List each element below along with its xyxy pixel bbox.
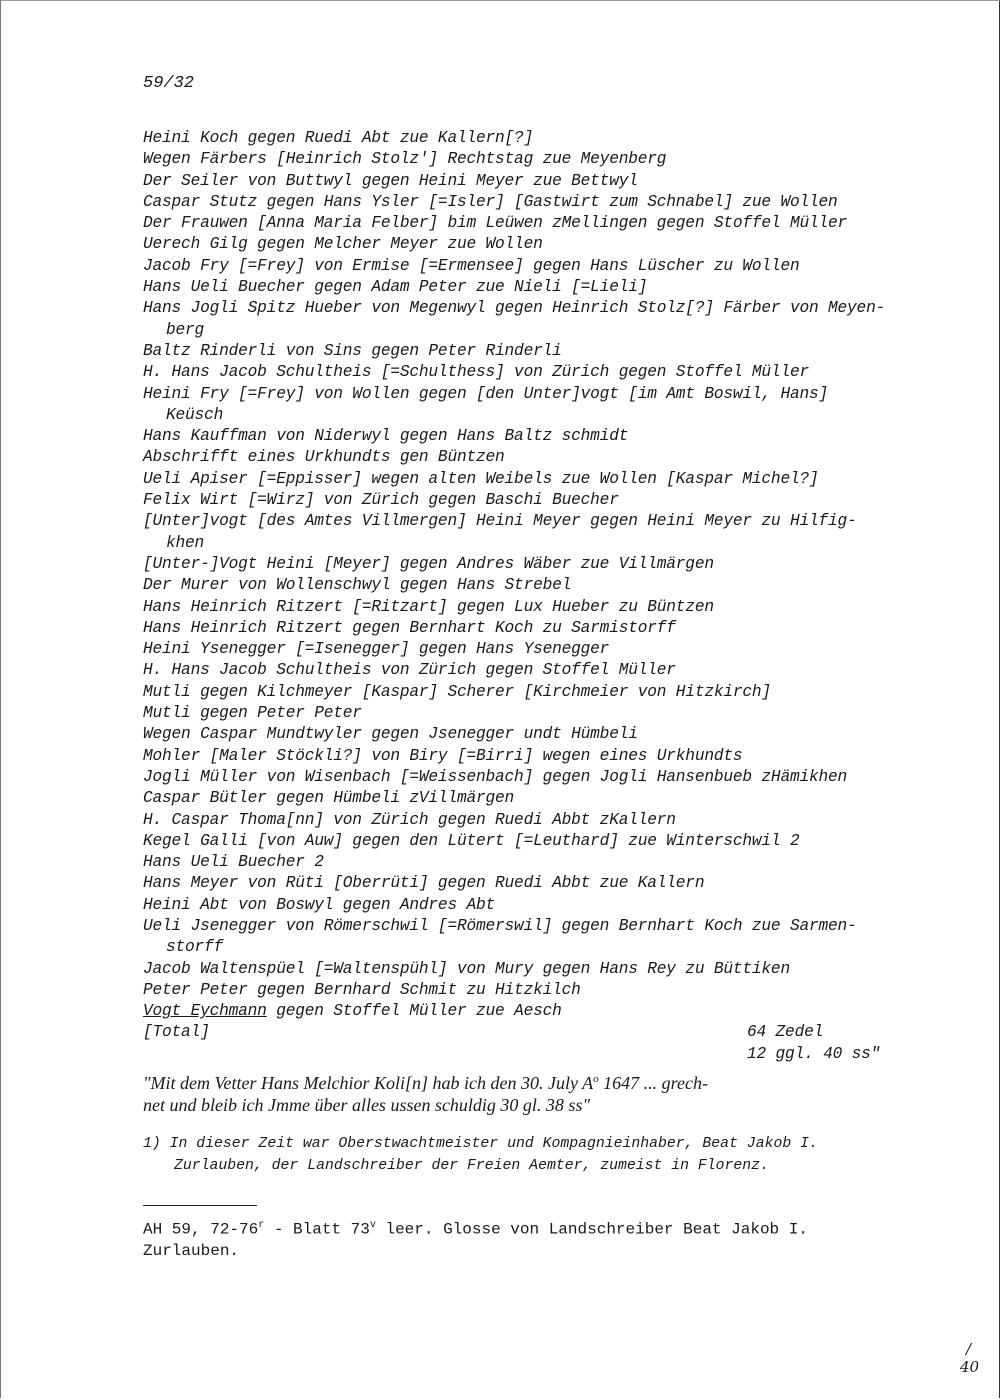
entry-line: Abschrifft eines Urkhundts gen Büntzen (143, 448, 505, 467)
entry-line: Mutli gegen Peter Peter (143, 704, 362, 723)
entry-line: Der Frauwen [Anna Maria Felber] bim Leüwen zMellingen gegen Stoffel Müller (143, 214, 848, 233)
entry-line: Jacob Waltenspüel [=Waltenspühl] von Mury gegen Hans Rey zu Büttiken (143, 959, 790, 978)
entry-line: Hans Ueli Buecher 2 (143, 853, 324, 872)
entry-line: Hans Jogli Spitz Hueber von Megenwyl gegen Heinrich Stolz[?] Färber von Meyen- (143, 299, 886, 318)
entry-line: Hans Kauffman von Niderwyl gegen Hans Baltz schmidt (143, 427, 629, 446)
entry-line: Hans Meyer von Rüti [Oberrüti] gegen Ruedi Abbt zue Kallern (143, 874, 705, 893)
entry-line: Der Seiler von Buttwyl gegen Heini Meyer zue Bettwyl (143, 171, 638, 190)
entry-line: [Unter]vogt [des Amtes Villmergen] Heini Meyer gegen Heini Meyer zu Hilfig- (143, 512, 857, 531)
entry-line: Mutli gegen Kilchmeyer [Kaspar] Scherer [Kirchmeier von Hitzkirch] (143, 682, 771, 701)
entry-continuation: storff (166, 938, 224, 957)
entry-line: Ueli Apiser [=Eppisser] wegen alten Weibels zue Wollen [Kaspar Michel?] (143, 469, 819, 488)
entry-line: Heini Koch gegen Ruedi Abt zue Kallern[?] (143, 129, 534, 147)
entry-line: Caspar Bütler gegen Hümbeli zVillmärgen (143, 789, 515, 808)
total-count: 64 Zedel (747, 1023, 824, 1042)
entry-line: Kegel Galli [von Auw] gegen den Lütert [=Leuthard] zue Winterschwil 2 (143, 831, 800, 850)
entry-line: Wegen Caspar Mundtwyler gegen Jsenegger undt Hümbeli (143, 725, 638, 744)
entry-line: Mohler [Maler Stöckli?] von Biry [=Birri] wegen eines Urkhundts (143, 746, 743, 765)
entry-line: Heini Abt von Boswyl gegen Andres Abt (143, 895, 496, 914)
entry-line: Heini Ysenegger [=Isenegger] gegen Hans Ysenegger (143, 640, 610, 659)
source-line-2: Zurlauben. (143, 1242, 240, 1261)
entry-line: Jacob Fry [=Frey] von Ermise [=Ermensee] gegen Hans Lüscher zu Wollen (143, 256, 800, 275)
entry-line: Hans Heinrich Ritzert gegen Bernhart Koch zu Sarmistorff (143, 618, 676, 637)
entry-line: H. Hans Jacob Schultheis [=Schulthess] von Zürich gegen Stoffel Müller (143, 363, 809, 382)
footnote-line-1: 1) In dieser Zeit war Oberstwachtmeister und Kompagnieinhaber, Beat Jakob I. (143, 1136, 818, 1152)
entry-line: [Unter-]Vogt Heini [Meyer] gegen Andres Wäber zue Villmärgen (143, 554, 714, 573)
underlined-name: Vogt Eychmann (143, 1002, 267, 1021)
entry-line: Der Murer von Wollenschwyl gegen Hans Strebel (143, 576, 572, 595)
total-row (143, 1022, 933, 1043)
entry-line: Baltz Rinderli von Sins gegen Peter Rinderli (143, 341, 562, 360)
entry-line: Felix Wirt [=Wirz] von Zürich gegen Baschi Buecher (143, 491, 619, 510)
gloss-quote (143, 1068, 933, 1116)
source-superscript: v (369, 1220, 376, 1231)
handwritten-mark: / (966, 1340, 972, 1358)
quote-line-1 (143, 1068, 933, 1094)
entry-continuation: berg (166, 320, 205, 339)
footnote (143, 1133, 933, 1177)
source-superscript: r (258, 1220, 265, 1231)
entry-line: Ueli Jsenegger von Römerschwil [=Römerswil] gegen Bernhart Koch zue Sarmen- (143, 916, 857, 935)
last-entry-rest: gegen Stoffel Müller zue Aesch (266, 1002, 562, 1021)
source-text: leer. Glosse von Landschreiber Beat Jakob I. (375, 1220, 808, 1239)
entry-line: Jogli Müller von Wisenbach [=Weissenbach] gegen Jogli Hansenbueb zHämikhen (143, 767, 848, 786)
entry-continuation: Keüsch (166, 405, 224, 424)
source-reference (143, 1215, 933, 1262)
entry-line: Caspar Stutz gegen Hans Ysler [=Isler] [Gastwirt zum Schnabel] zue Wollen (143, 192, 838, 211)
entry-continuation: khen (166, 533, 205, 552)
page-number: 59/32 (143, 74, 195, 93)
source-text: AH 59, 72-76 (143, 1220, 259, 1239)
handwritten-annotation (960, 1340, 979, 1376)
footnote-divider (143, 1205, 257, 1206)
footnote-line-2: Zurlauben, der Landschreiber der Freien Aemter, zumeist in Florenz. (174, 1158, 769, 1174)
total-sum: 12 ggl. 40 ss" (747, 1044, 881, 1063)
source-text: - Blatt 73 (264, 1220, 370, 1239)
entry-line: Wegen Färbers [Heinrich Stolz'] Rechtstag zue Meyenberg (143, 150, 667, 169)
quote-superscript: o (593, 1073, 599, 1085)
entry-line-last (143, 1001, 933, 1022)
entry-line: Uerech Gilg gegen Melcher Meyer zue Wollen (143, 235, 543, 254)
total-label: [Total] (143, 1023, 210, 1042)
handwritten-number: 40 (960, 1358, 980, 1376)
entry-line: H. Caspar Thoma[nn] von Zürich gegen Ruedi Abbt zKallern (143, 810, 676, 829)
quote-line-2: net und bleib ich Jmme über alles ussen schuldig 30 gl. 38 ss" (143, 1095, 591, 1115)
quote-text: "Mit dem Vetter Hans Melchior Koli[n] hab ich den 30. July A (143, 1073, 594, 1093)
source-line-1 (143, 1215, 933, 1240)
entry-line: Peter Peter gegen Bernhard Schmit zu Hitzkilch (143, 980, 581, 999)
sum-row (143, 1044, 933, 1065)
entry-line: Hans Heinrich Ritzert [=Ritzart] gegen Lux Hueber zu Büntzen (143, 597, 714, 616)
entry-line: H. Hans Jacob Schultheis von Zürich gegen Stoffel Müller (143, 661, 676, 680)
quote-text: 1647 ... grech- (598, 1073, 708, 1093)
entry-line: Hans Ueli Buecher gegen Adam Peter zue Nieli [=Lieli] (143, 278, 648, 297)
entry-list (143, 128, 933, 1065)
entry-line: Heini Fry [=Frey] von Wollen gegen [den Unter]vogt [im Amt Boswil, Hans] (143, 384, 829, 403)
